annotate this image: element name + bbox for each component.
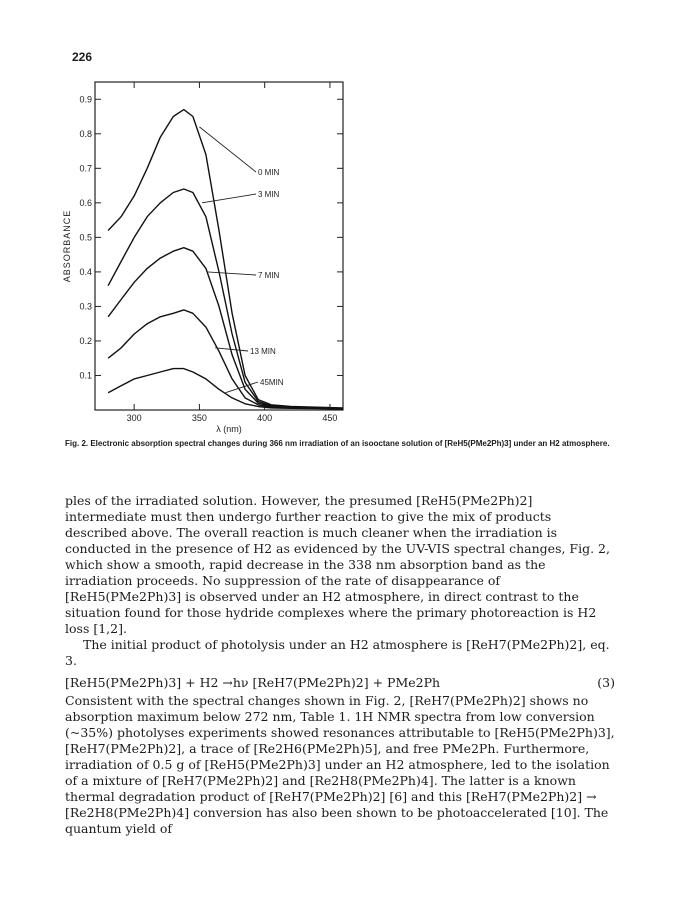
- equation-3: [65, 675, 615, 691]
- paragraph-1: ples of the irradiated solution. However, the presumed [ReH5(PMe2Ph)2] intermediate must then undergo further reaction to give the mix of products described above. The overall reaction is much cleaner when the irradiation is conducted in the presence of H2 as evidenced by the UV-VIS spectral changes, Fig. 2, which show a smooth, rapid decrease in the 338 nm absorption band as the irradiation proceeds. No suppression of the rate of disappearance of [ReH5(PMe2Ph)3] is observed under an H2 atmosphere, in direct contrast to the situation found for those hydride complexes where the primary photoreaction is H2 loss [1,2].: [65, 493, 610, 636]
- y-tick-label: 0.8: [79, 128, 92, 139]
- y-tick-label: 0.7: [79, 163, 92, 174]
- curve-label-leader: [202, 194, 256, 203]
- figure-caption: Fig. 2. Electronic absorption spectral changes during 366 nm irradiation of an isooctane solution of [ReH5(PMe2Ph)3] under an H2 atmosphere.: [65, 439, 610, 448]
- paragraph-3: Consistent with the spectral changes shown in Fig. 2, [ReH7(PMe2Ph)2] shows no absorption maximum below 272 nm, Table 1. 1H NMR spectra from low conversion (~35%) photolyses experiments showed resonances attributable to [ReH5(PMe2Ph)3], [ReH7(PMe2Ph)2], a trace of [Re2H6(PMe2Ph)5], and free PMe2Ph. Furthermore, irradiation of 0.5 g of [ReH5(PMe2Ph)3] under an H2 atmosphere, led to the isolation of a mixture of [ReH7(PMe2Ph)2] and [Re2H8(PMe2Ph)4]. The latter is a known thermal degradation product of [ReH7(PMe2Ph)2] [6] and this [ReH7(PMe2Ph)2] → [Re2H8(PMe2Ph)4] conversion has also been shown to be photoaccelerated [10]. The quantum yield of: [65, 693, 615, 836]
- absorption-spectrum-figure: [60, 70, 360, 440]
- curve-label: 3 MIN: [258, 190, 280, 199]
- equation-number: (3): [597, 675, 615, 690]
- y-tick-label: 0.9: [79, 94, 92, 105]
- y-tick-label: 0.6: [79, 197, 92, 208]
- y-tick-label: 0.3: [79, 301, 92, 312]
- curve-label: 45MIN: [260, 378, 284, 387]
- y-tick-label: 0.2: [79, 335, 92, 346]
- curve-label: 13 MIN: [250, 347, 276, 356]
- x-tick-label: 300: [126, 413, 142, 423]
- paragraph-2: The initial product of photolysis under an H2 atmosphere is [ReH7(PMe2Ph)2], eq. 3.: [65, 637, 610, 668]
- curve-label: 0 MIN: [258, 168, 280, 177]
- absorption-chart: [60, 70, 360, 440]
- spectrum-curve: [108, 110, 343, 408]
- body-text: [65, 493, 615, 837]
- curve-label-leader: [207, 272, 256, 275]
- equation-text: [ReH5(PMe2Ph)3] + H2 →hν [ReH7(PMe2Ph)2] + PMe2Ph: [65, 675, 441, 690]
- spectrum-curve: [108, 369, 343, 409]
- page-number: 226: [72, 50, 93, 64]
- x-tick-label: 350: [191, 413, 207, 423]
- spectrum-curve: [108, 189, 343, 408]
- y-tick-label: 0.5: [79, 232, 92, 243]
- x-tick-label: 450: [322, 413, 338, 423]
- curve-label: 7 MIN: [258, 271, 280, 280]
- y-tick-label: 0.4: [79, 266, 92, 277]
- y-tick-label: 0.1: [79, 370, 92, 381]
- x-tick-label: 400: [257, 413, 273, 423]
- x-axis-label: λ (nm): [216, 424, 242, 434]
- plot-frame: [95, 82, 343, 410]
- y-axis-label: ABSORBANCE: [62, 209, 72, 283]
